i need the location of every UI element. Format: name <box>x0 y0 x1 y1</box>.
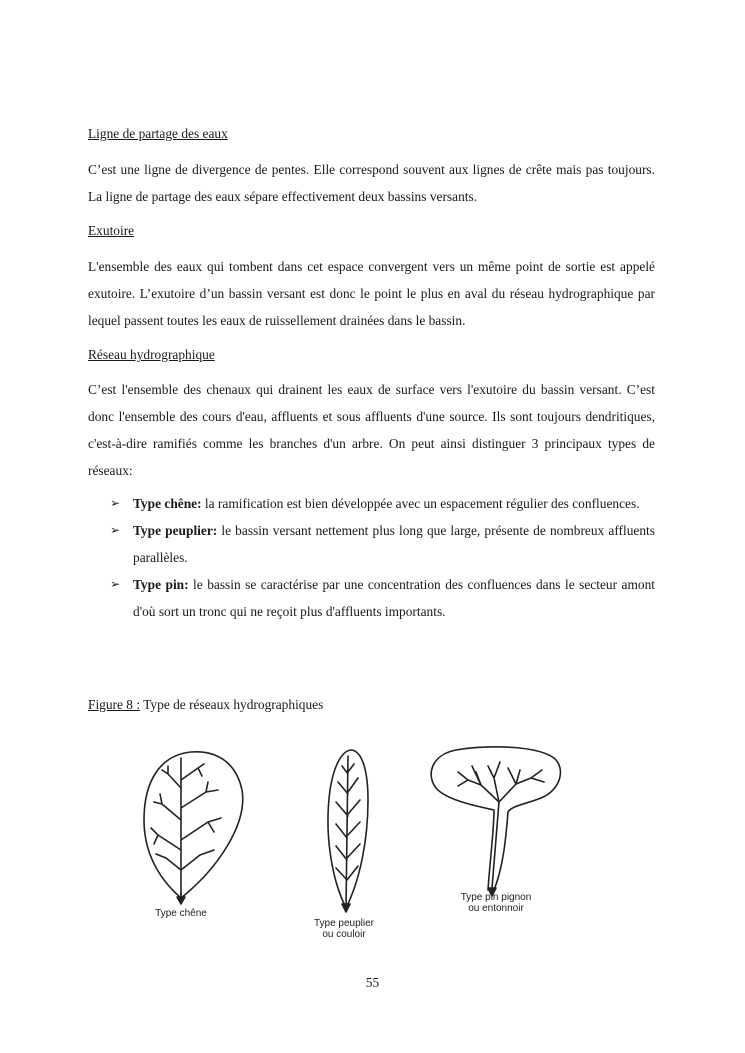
network-types-list <box>88 490 655 625</box>
oak-basin-drawing <box>144 752 243 898</box>
paragraph-exutoire: L'ensemble des eaux qui tombent dans cet espace convergent vers un même point de sortie est appelé exutoire. L’exutoire d’un bassin versant est donc le point le plus en aval du réseau hydrographique par lequel passent toutes les eaux de ruissellement drainées dans le bassin. <box>88 259 655 328</box>
figure-caption-label: Figure 8 : <box>88 697 141 712</box>
list-term: Type peuplier: <box>133 523 218 538</box>
label-ou-entonnoir: ou entonnoir <box>468 903 524 914</box>
list-item <box>88 517 655 571</box>
label-type-chene: Type chêne <box>155 908 207 919</box>
label-ou-couloir: ou couloir <box>322 929 366 940</box>
arrow-bullet-icon: ➢ <box>110 577 121 591</box>
list-item <box>88 490 655 517</box>
figure-network-types <box>96 740 566 950</box>
list-text: la ramification est bien développée avec un espacement régulier des confluences. <box>201 496 640 511</box>
arrow-bullet-icon: ➢ <box>110 523 121 537</box>
pine-basin-drawing <box>431 747 560 890</box>
heading-exutoire: Exutoire <box>88 223 135 238</box>
figure-caption <box>88 696 323 714</box>
list-term: Type chêne: <box>133 496 202 511</box>
arrow-bullet-icon: ➢ <box>110 496 121 510</box>
page-number: 55 <box>365 975 380 990</box>
label-type-pin-pignon: Type pin pignon <box>460 892 532 903</box>
list-text: le bassin versant nettement plus long que large, présente de nombreux affluents parallèles. <box>133 523 655 565</box>
list-text: le bassin se caractérise par une concentration des confluences dans le secteur amont d'où sort un tronc qui ne reçoit plus d'affluents importants. <box>133 577 655 619</box>
paragraph-reseau-hydrographique: C’est l'ensemble des chenaux qui drainent les eaux de surface vers l'exutoire du bassin versant. C’est donc l'ensemble des cours d'eau, affluents et sous affluents d'une source. Ils sont toujours dendritiques, c'est-à-dire ramifiés comme les branches d'un arbre. On peut ainsi distinguer 3 principaux types de réseaux: <box>88 382 655 478</box>
list-term: Type pin: <box>133 577 189 592</box>
heading-ligne-de-partage: Ligne de partage des eaux <box>88 126 228 141</box>
list-item <box>88 571 655 625</box>
poplar-basin-drawing <box>328 750 368 908</box>
label-type-peuplier: Type peuplier <box>313 918 375 929</box>
heading-reseau-hydrographique: Réseau hydrographique <box>88 347 215 362</box>
paragraph-ligne-de-partage: C’est une ligne de divergence de pentes. Elle correspond souvent aux lignes de crête mais pas toujours. La ligne de partage des eaux sépare effectivement deux bassins versants. <box>88 162 655 204</box>
figure-caption-text: Type de réseaux hydrographiques <box>140 697 324 712</box>
